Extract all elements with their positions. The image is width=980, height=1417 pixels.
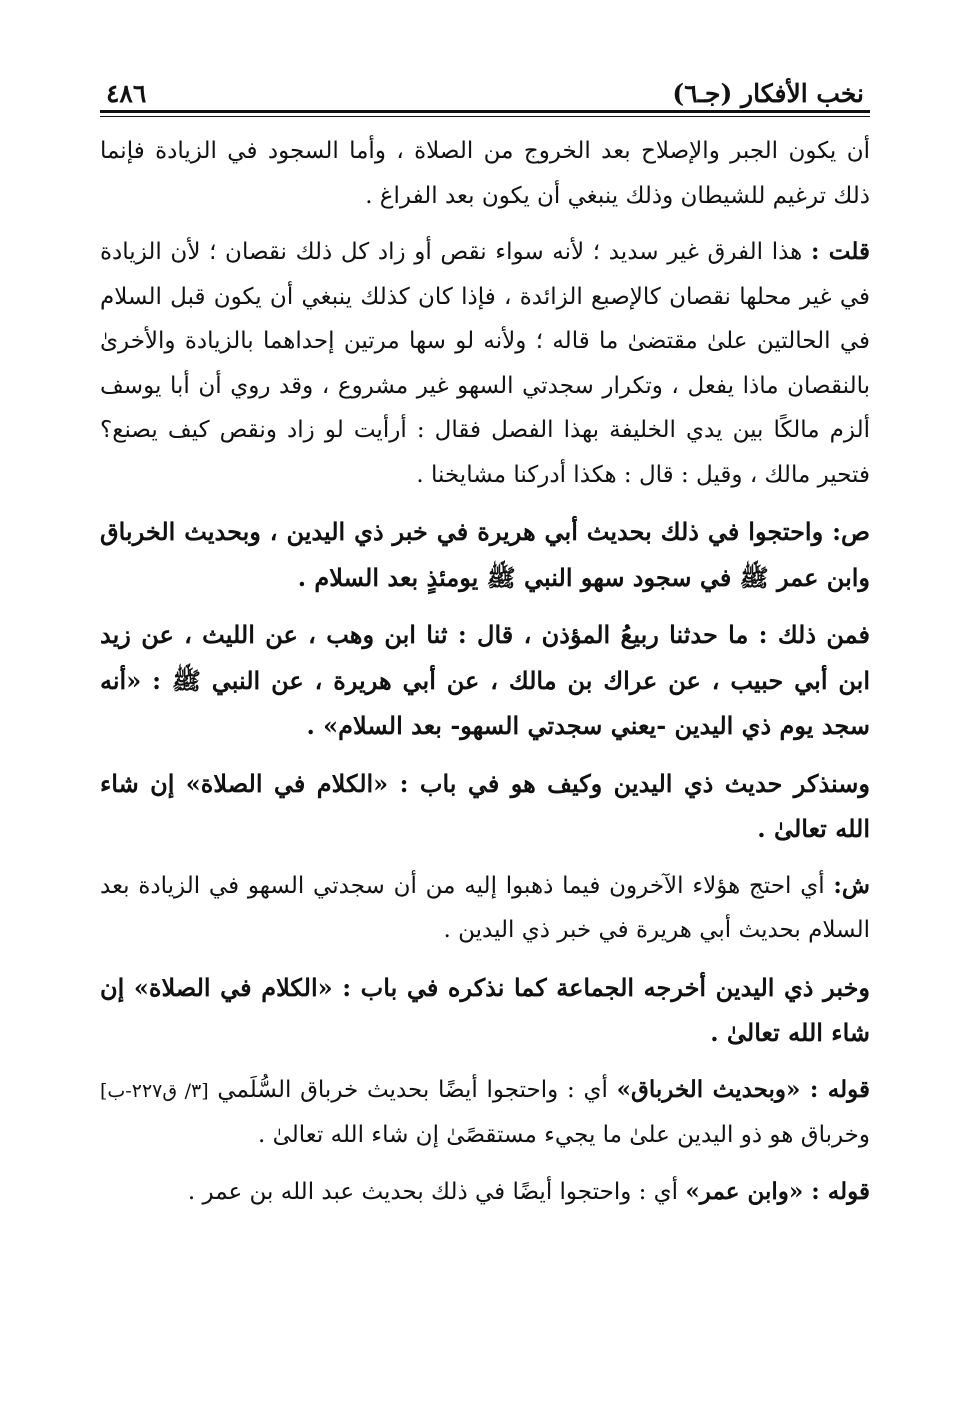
paragraph bbox=[100, 509, 870, 600]
paragraph-text: فمن ذلك : ما حدثنا ربيعُ المؤذن ، قال : ثنا ابن وهب ، عن الليث ، عن زيد ابن أبي حبيب ، عن عراك بن مالك ، عن أبي هريرة ، عن النبي ﷺ : «أنه سجد يوم ذي اليدين -يعني سجدتي السهو- بعد السلام» . bbox=[100, 620, 870, 740]
paragraph-lead: قوله : «وابن عمر» bbox=[685, 1177, 870, 1205]
header-rule-thick bbox=[100, 110, 870, 113]
paragraph-text: وخبر ذي اليدين أخرجه الجماعة كما نذكره في باب : «الكلام في الصلاة» إن شاء الله تعالىٰ . bbox=[100, 972, 870, 1047]
paragraph-text: هذا الفرق غير سديد ؛ لأنه سواء نقص أو زاد كل ذلك نقصان ؛ لأن الزيادة في غير محلها نقصان كالإصبع الزائدة ، فإذا كان كذلك ينبغي أن يكون قبل السلام في الحالتين علىٰ مقتضىٰ ما قاله ؛ ولأنه لو سها مرتين إحداهما بالزيادة والأخرىٰ بالنقصان ماذا يفعل ، وتكرار سجدتي السهو غير مشروع ، وقد روي أن أبا يوسف ألزم مالكًا بين يدي الخليفة بهذا الفصل فقال : أرأيت لو زاد ونقص كيف يصنع؟ فتحير مالك ، وقيل : قال : هكذا أدركنا مشايخنا . bbox=[100, 239, 870, 488]
paragraph-text: وسنذكر حديث ذي اليدين وكيف هو في باب : «الكلام في الصلاة» إن شاء الله تعالىٰ . bbox=[100, 768, 870, 843]
page-header bbox=[100, 60, 870, 110]
paragraph bbox=[100, 129, 870, 218]
paragraph bbox=[100, 864, 870, 953]
paragraph bbox=[100, 761, 870, 852]
paragraph-lead: ش: bbox=[833, 871, 870, 899]
paragraph bbox=[100, 1170, 870, 1215]
paragraph-lead: قوله : «وبحديث الخرباق» bbox=[616, 1075, 870, 1103]
paragraph-lead: قلت : bbox=[810, 238, 870, 265]
paragraph bbox=[100, 612, 870, 749]
paragraph-text: وخرباق هو ذو اليدين علىٰ ما يجيء مستقصًىٰ إن شاء الله تعالىٰ . bbox=[258, 1122, 870, 1148]
manuscript-reference: [٣/ ق٢٢٧-ب] bbox=[100, 1079, 209, 1102]
paragraph bbox=[100, 1068, 870, 1158]
paragraph-text: أن يكون الجبر والإصلاح بعد الخروج من الصلاة ، وأما السجود في الزيادة فإنما ذلك ترغيم للشيطان وذلك ينبغي أن يكون بعد الفراغ . bbox=[100, 138, 870, 209]
paragraph-text: أي احتج هؤلاء الآخرون فيما ذهبوا إليه من أن سجدتي السهو في الزيادة بعد السلام بحديث أبي هريرة في خبر ذي اليدين . bbox=[100, 872, 870, 943]
paragraph bbox=[100, 965, 870, 1056]
header-rule-thin bbox=[100, 116, 870, 117]
paragraph-text: أي : واحتجوا أيضًا بحديث خرباق السُّلَمي bbox=[208, 1076, 617, 1103]
paragraph bbox=[100, 230, 870, 497]
page-number: ٤٨٦ bbox=[106, 79, 147, 108]
paragraph-text: ص: واحتجوا في ذلك بحديث أبي هريرة في خبر ذي اليدين ، وبحديث الخرباق وابن عمر ﷺ في سجود سهو النبي ﷺ يومئذٍ بعد السلام . bbox=[100, 517, 870, 592]
body-text bbox=[100, 129, 870, 1214]
book-page bbox=[100, 60, 870, 1226]
book-title: نخب الأفكار (جـ٦) bbox=[672, 79, 864, 108]
paragraph-text: أي : واحتجوا أيضًا في ذلك بحديث عبد الله بن عمر . bbox=[187, 1178, 686, 1205]
